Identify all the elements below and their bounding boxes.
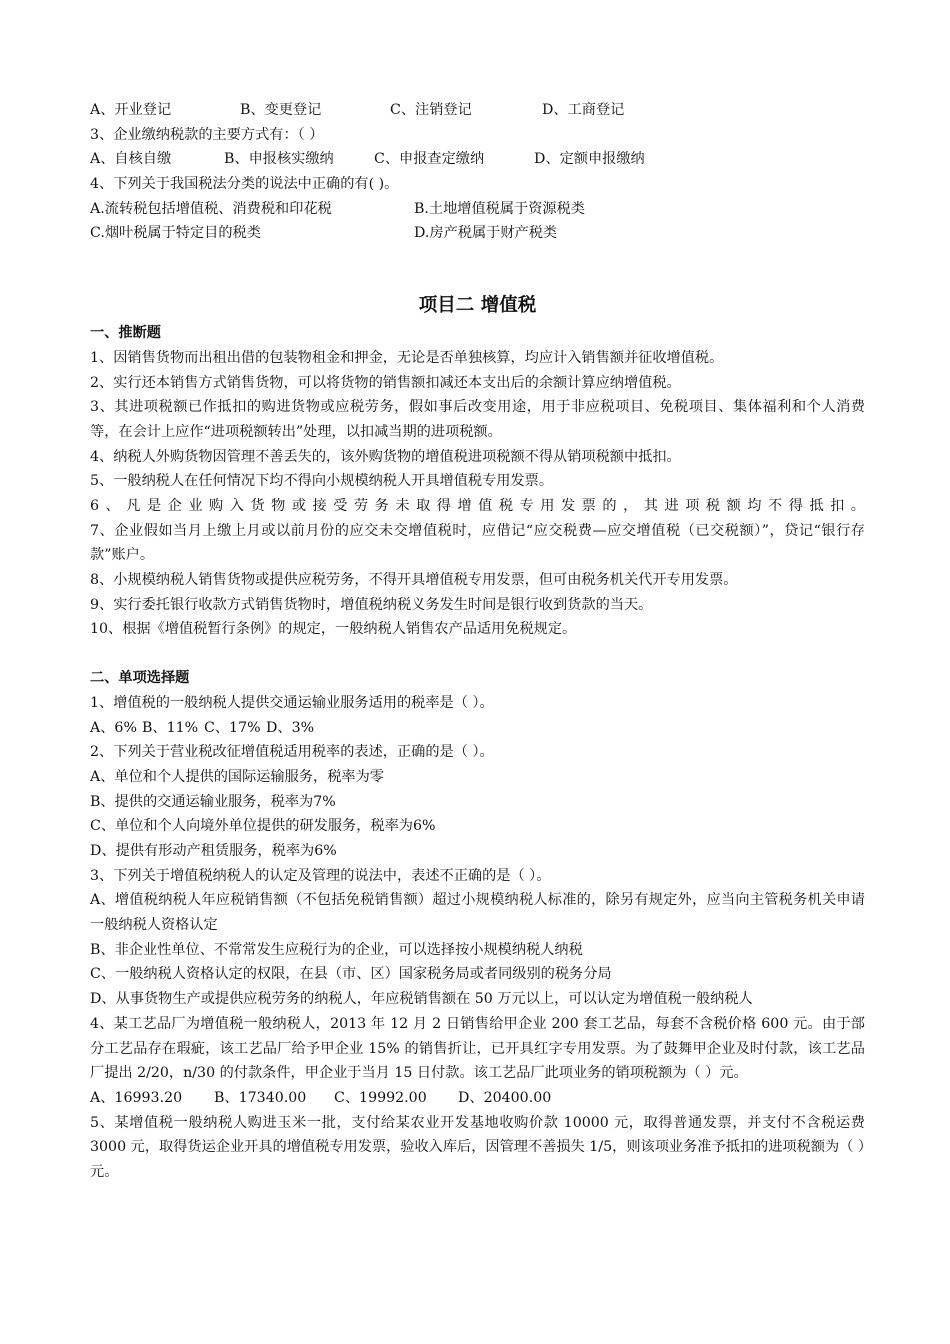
option-c: C、17% bbox=[204, 719, 261, 736]
q2-options-row bbox=[90, 98, 865, 123]
question-text: 1、增值税的一般纳税人提供交通运输业服务适用的税率是（ ）。 bbox=[90, 694, 494, 711]
option-b: B、17340.00 bbox=[214, 1089, 307, 1106]
question-text: 4、某工艺品厂为增值税一般纳税人，2013 年 12 月 2 日销售给甲企业 200 套工艺品，每套不含税价格 600 元。由于部分工艺品存在瑕疵，该工艺品厂给予甲企业 15% 的销售折让，已开具红字专用发票。为了鼓舞甲企业及时付款，该工艺品厂提出 2/20，n/30 的付款条件，甲企业于当月 15 日付款。该工艺品厂此项业务的销项税额为（ ）元。 bbox=[90, 1015, 865, 1082]
option-b: B、提供的交通运输业服务，税率为7% bbox=[90, 793, 336, 810]
section-heading-single-choice: 二、单项选择题 bbox=[90, 670, 190, 687]
option-b: B、申报核实缴纳 bbox=[224, 151, 334, 168]
document-page bbox=[90, 98, 865, 1185]
judgement-item: 4、纳税人外购货物因管理不善丢失的，该外购货物的增值税进项税额不得从销项税额中抵扣。 bbox=[90, 448, 681, 465]
question-text: 4、下列关于我国税法分类的说法中正确的有( )。 bbox=[90, 176, 399, 193]
option-c: C、注销登记 bbox=[390, 102, 472, 118]
judgement-item: 2、实行还本销售方式销售货物，可以将货物的销售额扣减还本支出后的余额计算应纳增值税。 bbox=[90, 374, 681, 391]
section-heading-judgement: 一、推断题 bbox=[90, 325, 161, 342]
judgement-item: 10、根据《增值税暂行条例》的规定，一般纳税人销售农产品适用免税规定。 bbox=[90, 621, 577, 638]
option-b: B、变更登记 bbox=[240, 102, 322, 118]
q1-options-row bbox=[90, 716, 865, 741]
question-text: 3、企业缴纳税款的主要方式有：（ ） bbox=[90, 126, 324, 143]
judgement-item: 8、小规模纳税人销售货物或提供应税劳务，不得开具增值税专用发票，但可由税务机关代开专用发票。 bbox=[90, 572, 738, 589]
option-a: A、16993.20 bbox=[90, 1089, 183, 1106]
question-text: 2、下列关于营业税改征增值税适用税率的表述，正确的是（ ）。 bbox=[90, 744, 494, 761]
option-c: C、19992.00 bbox=[334, 1089, 427, 1106]
option-b: B、非企业性单位、不常常发生应税行为的企业，可以选择按小规模纳税人纳税 bbox=[90, 941, 583, 958]
option-a: A、单位和个人提供的国际运输服务，税率为零 bbox=[90, 768, 384, 785]
option-c: C、单位和个人向境外单位提供的研发服务，税率为6% bbox=[90, 818, 436, 835]
option-c: C、一般纳税人资格认定的权限，在县（市、区）国家税务局或者同级别的税务分局 bbox=[90, 966, 612, 983]
option-d: D.房产税属于财产税类 bbox=[414, 225, 558, 242]
option-d: D、工商登记 bbox=[542, 102, 625, 118]
q4-options-row bbox=[90, 1086, 865, 1111]
q3-options-row bbox=[90, 147, 865, 172]
option-c: C.烟叶税属于特定目的税类 bbox=[90, 225, 261, 242]
q4-options-row-2 bbox=[90, 221, 865, 246]
option-a: A、开业登记 bbox=[90, 102, 172, 118]
judgement-item: 7、企业假如当月上缴上月或以前月份的应交未交增值税时，应借记“应交税费—应交增值税（已交税额）”，贷记“银行存款”账户。 bbox=[90, 522, 865, 564]
question-text: 5、某增值税一般纳税人购进玉米一批，支付给某农业开发基地收购价款 10000 元，取得普通发票，并支付不含税运费 3000 元，取得货运企业开具的增值税专用发票，验收入库后，因管理不善损失 1/5，则该项业务准予抵扣的进项税额为（ ）元。 bbox=[90, 1114, 865, 1180]
question-text: 3、下列关于增值税纳税人的认定及管理的说法中，表述不正确的是（ ）。 bbox=[90, 867, 551, 884]
option-a: A、6% bbox=[90, 719, 137, 736]
option-c: C、申报查定缴纳 bbox=[374, 151, 485, 168]
judgement-item: 6、凡是企业购入货物或接受劳务未取得增值税专用发票的，其进项税额均不得抵扣。 bbox=[90, 497, 865, 514]
option-d: D、定额申报缴纳 bbox=[534, 151, 645, 168]
judgement-item: 9、实行委托银行收款方式销售货物时，增值税纳税义务发生时间是银行收到货款的当天。 bbox=[90, 596, 653, 613]
option-d: D、3% bbox=[266, 719, 315, 736]
option-d: D、20400.00 bbox=[458, 1089, 552, 1106]
option-b: B.土地增值税属于资源税类 bbox=[414, 200, 585, 217]
option-d: D、提供有形动产租赁服务，税率为6% bbox=[90, 842, 337, 859]
judgement-item: 5、一般纳税人在任何情况下均不得向小规模纳税人开具增值税专用发票。 bbox=[90, 473, 554, 490]
judgement-item: 1、因销售货物而出租出借的包装物租金和押金，无论是否单独核算，均应计入销售额并征收增值税。 bbox=[90, 349, 724, 366]
q4-options-row-1 bbox=[90, 197, 865, 222]
judgement-item: 3、其进项税额已作抵扣的购进货物或应税劳务，假如事后改变用途，用于非应税项目、免税项目、集体福利和个人消费等，在会计上应作“进项税额转出”处理，以扣减当期的进项税额。 bbox=[90, 399, 865, 440]
option-d: D、从事货物生产或提供应税劳务的纳税人，年应税销售额在 50 万元以上，可以认定为增值税一般纳税人 bbox=[90, 991, 753, 1008]
option-b: B、11% bbox=[142, 719, 199, 736]
project-title: 项目二 增值税 bbox=[418, 295, 537, 317]
option-a: A、自核自缴 bbox=[90, 151, 172, 168]
option-a: A.流转税包括增值税、消费税和印花税 bbox=[90, 200, 332, 217]
option-a: A、增值税纳税人年应税销售额（不包括免税销售额）超过小规模纳税人标准的，除另有规定外，应当向主管税务机关申请一般纳税人资格认定 bbox=[90, 892, 865, 934]
